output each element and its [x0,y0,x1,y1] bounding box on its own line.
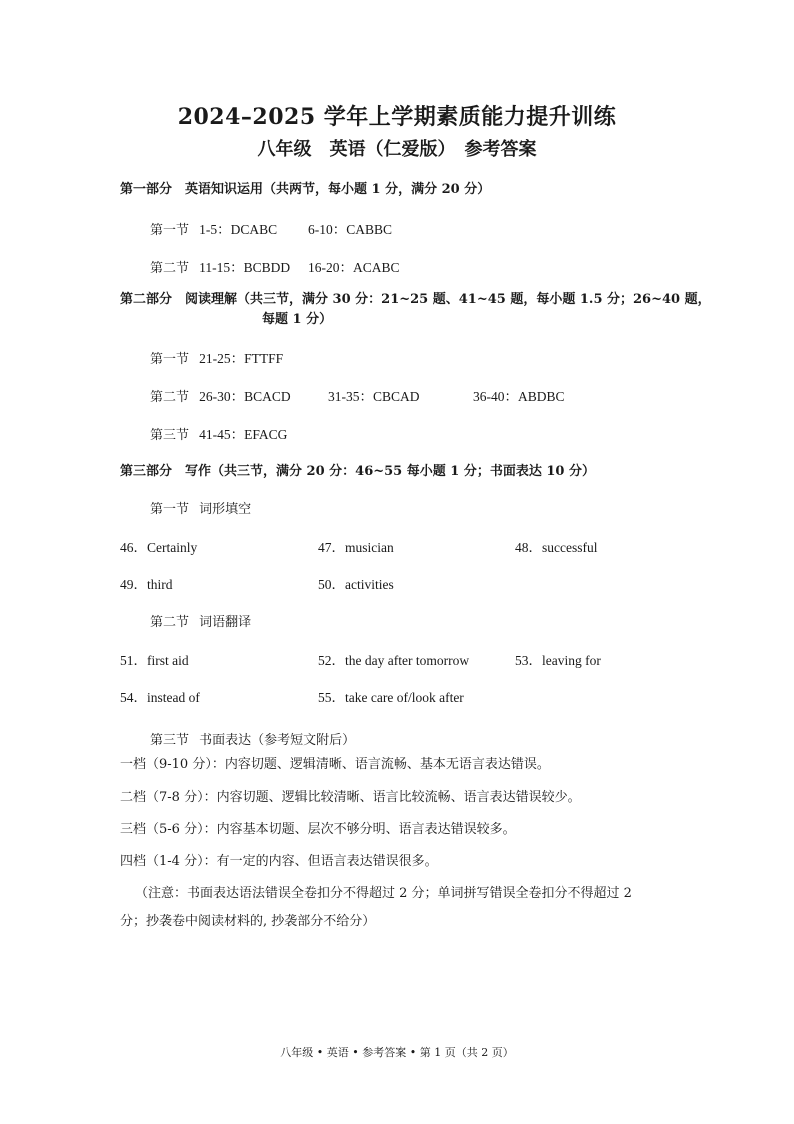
answer-item: 47．musician [318,540,394,555]
answer-item: 49．third [120,577,173,592]
part3-section2 [150,611,251,630]
part2-section1 [150,347,283,367]
answer-item: 55．take care of/look after [318,690,464,705]
part2-section2 [150,385,291,405]
answer-group: 41-45：EFACG [199,427,288,442]
answer-item: 53．leaving for [515,653,601,668]
part3-section1 [150,498,251,517]
part1-heading: 第一部分 英语知识运用（共两节，每小题 1 分，满分 20 分） [120,182,491,197]
part1-section1 [150,218,277,238]
section-label: 第二节 [150,615,190,630]
grade-level-3: 三档（5-6 分）：内容基本切题、层次不够分明、语言表达错误较多。 [120,822,516,837]
page-subtitle: 八年级 英语（仁爱版） 参考答案 [257,139,537,160]
answer-item: 51．first aid [120,653,189,668]
part1-section2 [150,256,290,276]
section-title: 书面表达（参考短文附后） [199,733,356,748]
answer-group: 21-25：FTTFF [199,351,284,366]
page-footer: 八年级 • 英语 • 参考答案 • 第 1 页（共 2 页） [280,1046,514,1059]
section-label: 第三节 [150,428,190,443]
grade-level-1: 一档（9-10 分）：内容切题、逻辑清晰、语言流畅、基本无语言表达错误。 [120,757,550,772]
answer-group: 1-5：DCABC [199,222,278,237]
part2-heading-cont: 每题 1 分） [262,312,333,327]
note-line: 分；抄袭卷中阅读材料的, 抄袭部分不给分） [120,914,376,929]
section-label: 第一节 [150,352,190,367]
answer-group: 31-35：CBCAD [328,389,420,404]
section-label: 第三节 [150,733,190,748]
answer-item: 48．successful [515,540,598,555]
answer-item: 52．the day after tomorrow [318,653,470,668]
section-label: 第二节 [150,261,190,276]
grade-level-4: 四档（1-4 分）：有一定的内容、但语言表达错误很多。 [120,854,438,869]
answer-item: 46．Certainly [120,540,198,555]
section-label: 第一节 [150,223,190,238]
answer-item: 54．instead of [120,690,200,705]
section-label: 第二节 [150,390,190,405]
part3-section3 [150,729,355,748]
page-title: 2024–2025 学年上学期素质能力提升训练 [177,104,617,130]
section-title: 词语翻译 [199,615,252,630]
part2-heading: 第二部分 阅读理解（共三节，满分 30 分：21~25 题、41~45 题，每小题 1.5 分；26~40 题， [120,292,711,307]
section-title: 词形填空 [199,502,252,517]
answer-item: 50．activities [318,577,394,592]
grade-level-2: 二档（7-8 分）：内容切题、逻辑比较清晰、语言比较流畅、语言表达错误较少。 [120,790,581,805]
section-label: 第一节 [150,502,190,517]
part2-section3 [150,423,287,443]
answer-group: 26-30：BCACD [199,389,291,404]
answer-group: 11-15：BCBDD [199,260,291,275]
answer-group: 36-40：ABDBC [473,389,565,404]
part3-heading: 第三部分 写作（共三节，满分 20 分：46~55 每小题 1 分；书面表达 10 分） [120,464,595,479]
answer-group: 6-10：CABBC [308,222,393,237]
note-line: （注意：书面表达语法错误全卷扣分不得超过 2 分；单词拼写错误全卷扣分不得超过 2 [135,886,632,901]
answer-group: 16-20：ACABC [308,260,400,275]
